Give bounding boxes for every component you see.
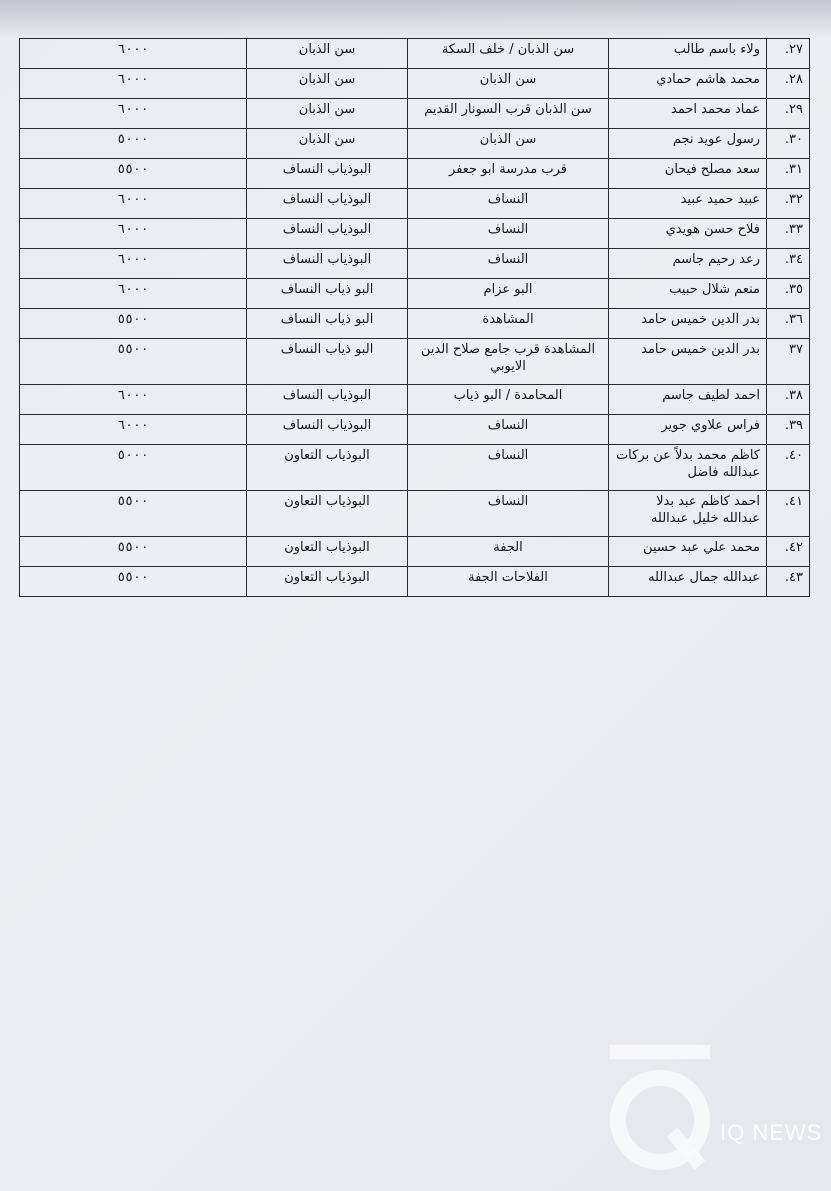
row-location: النساف [408, 491, 609, 537]
row-number: ٣٤. [767, 249, 810, 279]
row-name: بدر الدين خميس حامد [609, 339, 767, 385]
table-row [20, 39, 810, 69]
table-row [20, 279, 810, 309]
row-number: ٤١. [767, 491, 810, 537]
row-amount: ٦٠٠٠ [20, 385, 247, 415]
table-row [20, 415, 810, 445]
row-amount: ٥٠٠٠ [20, 445, 247, 491]
table-row [20, 445, 810, 491]
row-sector: سن الذبان [247, 39, 408, 69]
row-sector: البوذياب التعاون [247, 537, 408, 567]
row-location: البو عزام [408, 279, 609, 309]
row-name: فراس علاوي جوير [609, 415, 767, 445]
row-name: عماد محمد احمد [609, 99, 767, 129]
row-sector: سن الذبان [247, 69, 408, 99]
row-number: ٢٩. [767, 99, 810, 129]
watermark-text: IQ NEWS [720, 1120, 823, 1145]
row-name: عبدالله جمال عبدالله [609, 567, 767, 597]
table-row [20, 385, 810, 415]
beneficiaries-table [19, 38, 810, 597]
row-sector: البو ذياب النساف [247, 309, 408, 339]
row-name: رسول عويد نجم [609, 129, 767, 159]
row-location: المشاهدة قرب جامع صلاح الدين الايوبي [408, 339, 609, 385]
row-name: احمد لطيف جاسم [609, 385, 767, 415]
row-location: النساف [408, 189, 609, 219]
row-number: ٣٨. [767, 385, 810, 415]
page-top-shade [0, 0, 831, 40]
row-number: ٢٧. [767, 39, 810, 69]
row-name: احمد كاظم عبد بدلا عبدالله خليل عبدالله [609, 491, 767, 537]
row-amount: ٥٥٠٠ [20, 339, 247, 385]
logo-bar [610, 1045, 710, 1059]
table-row [20, 219, 810, 249]
row-sector: البوذياب النساف [247, 159, 408, 189]
row-amount: ٦٠٠٠ [20, 279, 247, 309]
row-location: النساف [408, 415, 609, 445]
row-number: ٣١. [767, 159, 810, 189]
row-sector: البو ذياب النساف [247, 279, 408, 309]
row-location: النساف [408, 445, 609, 491]
table-row [20, 537, 810, 567]
row-number: ٣٦. [767, 309, 810, 339]
table-row [20, 99, 810, 129]
row-name: فلاح حسن هويدي [609, 219, 767, 249]
table-row [20, 129, 810, 159]
row-name: محمد هاشم حمادي [609, 69, 767, 99]
row-amount: ٥٥٠٠ [20, 537, 247, 567]
row-location: سن الذبان [408, 69, 609, 99]
row-amount: ٥٥٠٠ [20, 567, 247, 597]
row-amount: ٥٠٠٠ [20, 129, 247, 159]
row-number: ٤٢. [767, 537, 810, 567]
row-sector: سن الذبان [247, 99, 408, 129]
row-location: النساف [408, 249, 609, 279]
table-row [20, 189, 810, 219]
table-row [20, 69, 810, 99]
row-number: ٣٠. [767, 129, 810, 159]
row-sector: البوذياب النساف [247, 219, 408, 249]
row-sector: البوذياب النساف [247, 415, 408, 445]
row-name: كاظم محمد بدلاً عن بركات عبدالله فاضل [609, 445, 767, 491]
table-row [20, 567, 810, 597]
row-location: سن الذبان [408, 129, 609, 159]
table-row [20, 249, 810, 279]
row-number: ٣٥. [767, 279, 810, 309]
row-sector: البوذياب التعاون [247, 491, 408, 537]
table-row [20, 309, 810, 339]
row-sector: البوذياب التعاون [247, 445, 408, 491]
row-name: ولاء باسم طالب [609, 39, 767, 69]
table-row [20, 491, 810, 537]
iq-news-logo-icon [600, 1040, 830, 1180]
row-number: ٣٢. [767, 189, 810, 219]
row-amount: ٦٠٠٠ [20, 415, 247, 445]
row-name: سعد مصلح فيحان [609, 159, 767, 189]
row-location: سن الذبان قرب السونار القديم [408, 99, 609, 129]
row-number: ٤٠. [767, 445, 810, 491]
row-name: بدر الدين خميس حامد [609, 309, 767, 339]
row-amount: ٥٥٠٠ [20, 491, 247, 537]
row-location: سن الذبان / خلف السكة [408, 39, 609, 69]
row-amount: ٥٥٠٠ [20, 309, 247, 339]
row-location: قرب مدرسة ابو جعفر [408, 159, 609, 189]
row-amount: ٦٠٠٠ [20, 249, 247, 279]
row-sector: البوذياب التعاون [247, 567, 408, 597]
row-amount: ٦٠٠٠ [20, 219, 247, 249]
row-sector: البو ذياب النساف [247, 339, 408, 385]
table-row [20, 159, 810, 189]
row-amount: ٦٠٠٠ [20, 69, 247, 99]
row-name: محمد علي عبد حسين [609, 537, 767, 567]
row-name: منعم شلال حبيب [609, 279, 767, 309]
row-amount: ٦٠٠٠ [20, 39, 247, 69]
row-sector: البوذياب النساف [247, 385, 408, 415]
row-amount: ٦٠٠٠ [20, 189, 247, 219]
row-number: ٣٧ [767, 339, 810, 385]
row-number: ٣٣. [767, 219, 810, 249]
row-number: ٤٣. [767, 567, 810, 597]
row-location: الجفة [408, 537, 609, 567]
table-row [20, 339, 810, 385]
row-location: النساف [408, 219, 609, 249]
row-number: ٢٨. [767, 69, 810, 99]
row-name: رعد رحيم جاسم [609, 249, 767, 279]
row-amount: ٦٠٠٠ [20, 99, 247, 129]
row-amount: ٥٥٠٠ [20, 159, 247, 189]
row-number: ٣٩. [767, 415, 810, 445]
row-location: المحامدة / البو ذياب [408, 385, 609, 415]
row-sector: سن الذبان [247, 129, 408, 159]
row-location: الفلاحات الجفة [408, 567, 609, 597]
row-sector: البوذياب النساف [247, 249, 408, 279]
row-name: عبيد حميد عبيد [609, 189, 767, 219]
row-sector: البوذياب النساف [247, 189, 408, 219]
row-location: المشاهدة [408, 309, 609, 339]
